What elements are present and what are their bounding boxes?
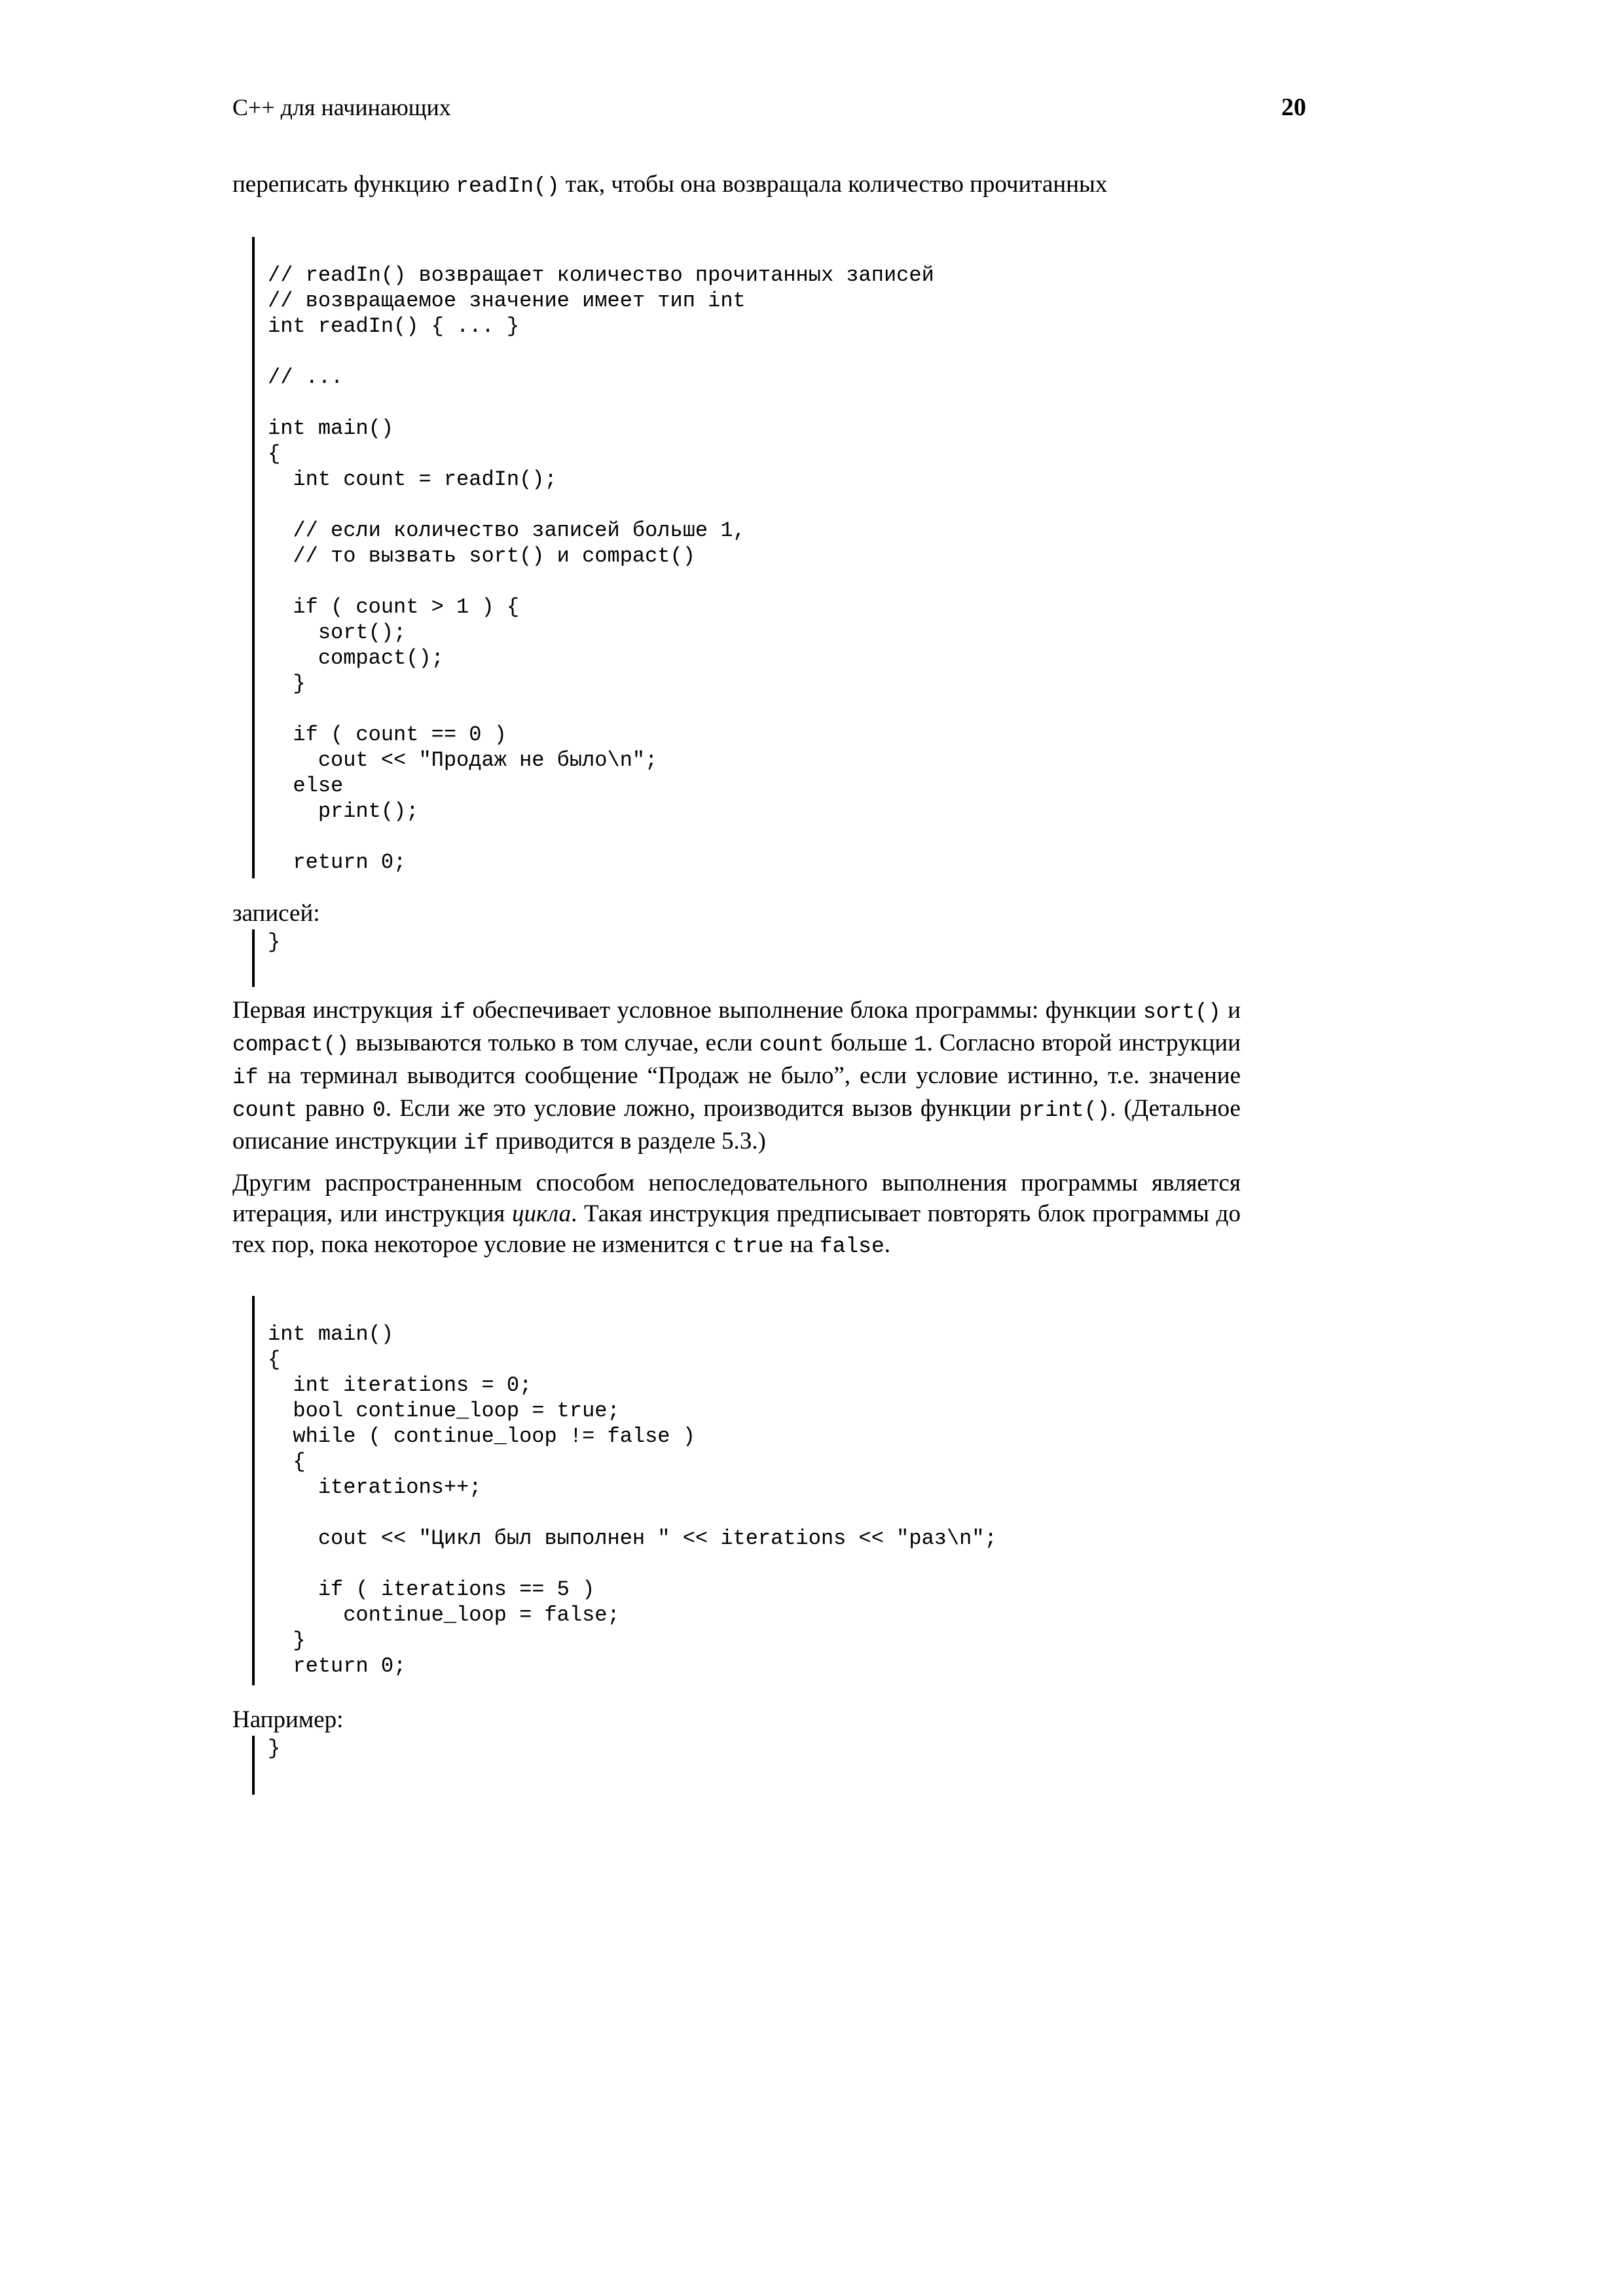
code-block-closing-brace-2: [252, 1736, 1237, 1795]
paragraph-if-explanation: Первая инструкция if обеспечивает условное выполнение блока программы: функции sort() и compact() вызываются только в том случае, если count больше 1. Согласно второй инструкции if на терминал выводится сообщение “Продаж не было”, если условие истинно, т.е. значение count равно 0. Если же это условие ложно, производится вызов функции print(). (Детальное описание инструкции if приводится в разделе 5.3.): [232, 997, 1241, 1155]
continuation-label-records: записей:: [232, 900, 320, 927]
closing-brace-2: }: [268, 1736, 281, 1761]
code-block-closing-brace-1: [252, 929, 1237, 987]
code-listing-readin: // readIn() возвращает количество прочитанных записей // возвращаемое значение имеет тип int int readIn() { ... } // ... int main() { int count = readIn(); // если количество записей больше 1, // то вызвать sort() и compact() if ( count > 1 ) { sort(); compact(); } if ( count == 0 ) cout << "Продаж не было\n"; else print(); return 0;: [268, 263, 934, 874]
code-block-while-loop: [252, 1296, 1237, 1685]
running-title: C++ для начинающих: [232, 94, 451, 120]
page-number: 20: [1281, 94, 1306, 121]
continuation-label-example: Например:: [232, 1706, 344, 1733]
intro-line: переписать функцию readIn() так, чтобы она возвращала количество прочитанных: [232, 171, 1108, 198]
code-listing-while-loop: int main() { int iterations = 0; bool continue_loop = true; while ( continue_loop != false ) { iterations++; cout << "Цикл был выполнен " << iterations << "раз\n"; if ( iterations == 5 ) continue_loop = false; } return 0;: [268, 1322, 997, 1678]
paragraph-iteration: Другим распространенным способом непоследовательного выполнения программы является итерация, или инструкция цикла. Такая инструкция предписывает повторять блок программы до тех пор, пока некоторое условие не изменится с true на false.: [232, 1170, 1241, 1259]
code-block-readin: [252, 237, 1237, 878]
closing-brace-1: }: [268, 930, 281, 954]
